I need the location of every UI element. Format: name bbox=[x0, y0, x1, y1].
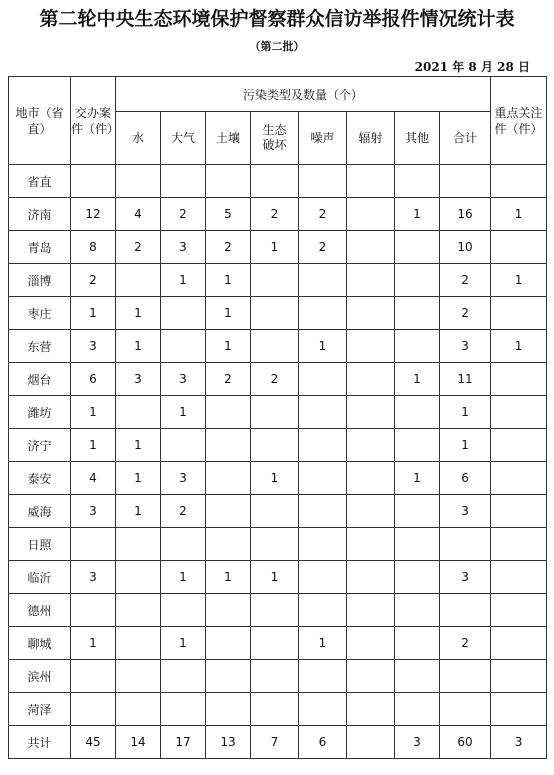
cell-region: 滨州 bbox=[9, 660, 71, 693]
header-soil: 土壤 bbox=[206, 112, 251, 165]
statistics-table bbox=[8, 76, 547, 759]
cell-cases: 3 bbox=[71, 495, 116, 528]
cell-soil: 1 bbox=[206, 264, 251, 297]
cell-eco: 7 bbox=[251, 726, 299, 759]
cell-radiation bbox=[347, 297, 395, 330]
cell-focus bbox=[491, 561, 547, 594]
cell-air: 17 bbox=[161, 726, 206, 759]
cell-water bbox=[116, 165, 161, 198]
cell-water: 1 bbox=[116, 429, 161, 462]
cell-total: 3 bbox=[440, 495, 491, 528]
cell-other bbox=[395, 561, 440, 594]
cell-focus bbox=[491, 627, 547, 660]
cell-radiation bbox=[347, 561, 395, 594]
cell-air bbox=[161, 528, 206, 561]
cell-other: 1 bbox=[395, 198, 440, 231]
table-row bbox=[9, 264, 547, 297]
header-other: 其他 bbox=[395, 112, 440, 165]
cell-other bbox=[395, 429, 440, 462]
cell-eco bbox=[251, 165, 299, 198]
cell-air: 3 bbox=[161, 462, 206, 495]
cell-water bbox=[116, 264, 161, 297]
document-title: 第二轮中央生态环境保护督察群众信访举报件情况统计表 bbox=[39, 8, 515, 30]
cell-cases: 1 bbox=[71, 627, 116, 660]
cell-region: 枣庄 bbox=[9, 297, 71, 330]
cell-other bbox=[395, 495, 440, 528]
cell-water bbox=[116, 528, 161, 561]
cell-total: 3 bbox=[440, 330, 491, 363]
cell-water: 2 bbox=[116, 231, 161, 264]
table-row bbox=[9, 462, 547, 495]
cell-air: 1 bbox=[161, 627, 206, 660]
cell-water: 1 bbox=[116, 330, 161, 363]
cell-focus bbox=[491, 297, 547, 330]
cell-total bbox=[440, 165, 491, 198]
cell-other bbox=[395, 693, 440, 726]
cell-other: 1 bbox=[395, 462, 440, 495]
cell-cases: 2 bbox=[71, 264, 116, 297]
cell-focus: 1 bbox=[491, 330, 547, 363]
cell-region: 省直 bbox=[9, 165, 71, 198]
cell-radiation bbox=[347, 198, 395, 231]
cell-air: 3 bbox=[161, 363, 206, 396]
cell-other bbox=[395, 297, 440, 330]
cell-focus: 1 bbox=[491, 264, 547, 297]
table-row bbox=[9, 198, 547, 231]
cell-air: 1 bbox=[161, 264, 206, 297]
cell-eco bbox=[251, 693, 299, 726]
cell-region: 济南 bbox=[9, 198, 71, 231]
table-row bbox=[9, 297, 547, 330]
cell-total: 1 bbox=[440, 396, 491, 429]
cell-total: 60 bbox=[440, 726, 491, 759]
cell-other bbox=[395, 528, 440, 561]
cell-focus bbox=[491, 528, 547, 561]
cell-radiation bbox=[347, 264, 395, 297]
cell-region: 东营 bbox=[9, 330, 71, 363]
cell-air bbox=[161, 165, 206, 198]
cell-focus bbox=[491, 429, 547, 462]
cell-radiation bbox=[347, 462, 395, 495]
cell-radiation bbox=[347, 627, 395, 660]
cell-cases: 1 bbox=[71, 429, 116, 462]
header-water: 水 bbox=[116, 112, 161, 165]
cell-cases bbox=[71, 693, 116, 726]
cell-focus: 1 bbox=[491, 198, 547, 231]
cell-cases bbox=[71, 594, 116, 627]
cell-noise bbox=[299, 165, 347, 198]
cell-total bbox=[440, 693, 491, 726]
header-noise: 噪声 bbox=[299, 112, 347, 165]
cell-region: 日照 bbox=[9, 528, 71, 561]
cell-radiation bbox=[347, 429, 395, 462]
cell-air bbox=[161, 693, 206, 726]
cell-focus bbox=[491, 693, 547, 726]
cell-cases: 1 bbox=[71, 396, 116, 429]
cell-eco bbox=[251, 627, 299, 660]
cell-other bbox=[395, 627, 440, 660]
cell-soil bbox=[206, 165, 251, 198]
cell-radiation bbox=[347, 528, 395, 561]
table-row bbox=[9, 726, 547, 759]
table-row bbox=[9, 231, 547, 264]
cell-water bbox=[116, 627, 161, 660]
report-date: 2021 年 8 月 28 日 bbox=[414, 60, 530, 74]
cell-noise bbox=[299, 363, 347, 396]
cell-radiation bbox=[347, 165, 395, 198]
cell-total: 16 bbox=[440, 198, 491, 231]
cell-region: 菏泽 bbox=[9, 693, 71, 726]
table-row bbox=[9, 429, 547, 462]
cell-soil bbox=[206, 594, 251, 627]
cell-radiation bbox=[347, 726, 395, 759]
cell-water: 1 bbox=[116, 462, 161, 495]
header-radiation: 辐射 bbox=[347, 112, 395, 165]
cell-air: 1 bbox=[161, 396, 206, 429]
cell-soil bbox=[206, 495, 251, 528]
cell-soil: 2 bbox=[206, 363, 251, 396]
cell-air bbox=[161, 330, 206, 363]
cell-total: 6 bbox=[440, 462, 491, 495]
cell-soil bbox=[206, 429, 251, 462]
cell-soil bbox=[206, 396, 251, 429]
table-body bbox=[9, 165, 547, 759]
cell-region: 德州 bbox=[9, 594, 71, 627]
cell-air: 1 bbox=[161, 561, 206, 594]
cell-eco bbox=[251, 264, 299, 297]
cell-air bbox=[161, 429, 206, 462]
header-focus: 重点关注件（件） bbox=[491, 77, 547, 165]
cell-region: 聊城 bbox=[9, 627, 71, 660]
cell-focus bbox=[491, 462, 547, 495]
header-cases: 交办案件（件） bbox=[71, 77, 116, 165]
cell-soil bbox=[206, 627, 251, 660]
cell-soil bbox=[206, 462, 251, 495]
cell-soil bbox=[206, 693, 251, 726]
cell-eco: 1 bbox=[251, 462, 299, 495]
cell-region: 临沂 bbox=[9, 561, 71, 594]
cell-eco bbox=[251, 396, 299, 429]
cell-region: 济宁 bbox=[9, 429, 71, 462]
cell-soil bbox=[206, 660, 251, 693]
cell-cases bbox=[71, 528, 116, 561]
cell-noise: 1 bbox=[299, 627, 347, 660]
cell-region: 威海 bbox=[9, 495, 71, 528]
cell-eco: 2 bbox=[251, 198, 299, 231]
table-row bbox=[9, 330, 547, 363]
cell-eco bbox=[251, 660, 299, 693]
cell-noise bbox=[299, 660, 347, 693]
cell-eco bbox=[251, 297, 299, 330]
cell-soil bbox=[206, 528, 251, 561]
cell-radiation bbox=[347, 594, 395, 627]
table-row bbox=[9, 561, 547, 594]
cell-cases: 4 bbox=[71, 462, 116, 495]
cell-eco bbox=[251, 528, 299, 561]
cell-air: 2 bbox=[161, 495, 206, 528]
cell-noise bbox=[299, 693, 347, 726]
cell-eco bbox=[251, 594, 299, 627]
cell-focus bbox=[491, 660, 547, 693]
cell-noise bbox=[299, 495, 347, 528]
cell-soil: 13 bbox=[206, 726, 251, 759]
cell-focus bbox=[491, 165, 547, 198]
cell-radiation bbox=[347, 396, 395, 429]
cell-radiation bbox=[347, 495, 395, 528]
cell-focus bbox=[491, 396, 547, 429]
cell-radiation bbox=[347, 660, 395, 693]
cell-other bbox=[395, 396, 440, 429]
cell-cases: 3 bbox=[71, 330, 116, 363]
cell-noise bbox=[299, 396, 347, 429]
cell-air: 3 bbox=[161, 231, 206, 264]
cell-total: 11 bbox=[440, 363, 491, 396]
cell-water bbox=[116, 660, 161, 693]
cell-cases: 6 bbox=[71, 363, 116, 396]
cell-cases: 1 bbox=[71, 297, 116, 330]
cell-noise bbox=[299, 462, 347, 495]
cell-eco: 1 bbox=[251, 231, 299, 264]
cell-total: 3 bbox=[440, 561, 491, 594]
cell-radiation bbox=[347, 231, 395, 264]
table-row bbox=[9, 396, 547, 429]
header-air: 大气 bbox=[161, 112, 206, 165]
table-row bbox=[9, 495, 547, 528]
cell-region: 共计 bbox=[9, 726, 71, 759]
cell-noise: 2 bbox=[299, 231, 347, 264]
header-region: 地市（省直） bbox=[9, 77, 71, 165]
cell-noise bbox=[299, 297, 347, 330]
table-row bbox=[9, 363, 547, 396]
cell-air bbox=[161, 660, 206, 693]
table-row bbox=[9, 594, 547, 627]
cell-region: 淄博 bbox=[9, 264, 71, 297]
cell-radiation bbox=[347, 363, 395, 396]
cell-other bbox=[395, 264, 440, 297]
cell-water: 1 bbox=[116, 297, 161, 330]
cell-soil: 1 bbox=[206, 330, 251, 363]
cell-total: 2 bbox=[440, 264, 491, 297]
cell-soil: 5 bbox=[206, 198, 251, 231]
cell-radiation bbox=[347, 693, 395, 726]
batch-subtitle: （第二批） bbox=[249, 40, 305, 53]
cell-cases: 8 bbox=[71, 231, 116, 264]
table-row bbox=[9, 660, 547, 693]
cell-noise: 6 bbox=[299, 726, 347, 759]
header-total: 合计 bbox=[440, 112, 491, 165]
cell-air bbox=[161, 594, 206, 627]
cell-noise bbox=[299, 264, 347, 297]
cell-noise bbox=[299, 561, 347, 594]
cell-noise bbox=[299, 594, 347, 627]
cell-total bbox=[440, 660, 491, 693]
cell-region: 青岛 bbox=[9, 231, 71, 264]
cell-cases: 45 bbox=[71, 726, 116, 759]
header-eco: 生态破坏 bbox=[251, 112, 299, 165]
cell-other bbox=[395, 594, 440, 627]
cell-cases bbox=[71, 165, 116, 198]
cell-eco bbox=[251, 495, 299, 528]
table-row bbox=[9, 627, 547, 660]
cell-water bbox=[116, 396, 161, 429]
cell-eco bbox=[251, 330, 299, 363]
cell-eco: 2 bbox=[251, 363, 299, 396]
cell-other bbox=[395, 330, 440, 363]
cell-radiation bbox=[347, 330, 395, 363]
cell-eco bbox=[251, 429, 299, 462]
table-row bbox=[9, 693, 547, 726]
cell-cases: 3 bbox=[71, 561, 116, 594]
header-pollution-group: 污染类型及数量（个） bbox=[116, 77, 491, 112]
cell-region: 泰安 bbox=[9, 462, 71, 495]
cell-cases bbox=[71, 660, 116, 693]
cell-water: 3 bbox=[116, 363, 161, 396]
cell-noise: 2 bbox=[299, 198, 347, 231]
table-row bbox=[9, 165, 547, 198]
cell-water bbox=[116, 693, 161, 726]
cell-other bbox=[395, 231, 440, 264]
cell-air: 2 bbox=[161, 198, 206, 231]
cell-total: 2 bbox=[440, 297, 491, 330]
cell-total bbox=[440, 528, 491, 561]
cell-other bbox=[395, 165, 440, 198]
cell-eco: 1 bbox=[251, 561, 299, 594]
cell-focus bbox=[491, 495, 547, 528]
cell-focus bbox=[491, 231, 547, 264]
cell-air bbox=[161, 297, 206, 330]
cell-total bbox=[440, 594, 491, 627]
table-row bbox=[9, 528, 547, 561]
cell-other: 1 bbox=[395, 363, 440, 396]
cell-total: 10 bbox=[440, 231, 491, 264]
cell-focus: 3 bbox=[491, 726, 547, 759]
cell-total: 2 bbox=[440, 627, 491, 660]
cell-other bbox=[395, 660, 440, 693]
cell-water bbox=[116, 561, 161, 594]
cell-water: 4 bbox=[116, 198, 161, 231]
cell-water bbox=[116, 594, 161, 627]
cell-other: 3 bbox=[395, 726, 440, 759]
cell-focus bbox=[491, 594, 547, 627]
cell-focus bbox=[491, 363, 547, 396]
cell-noise bbox=[299, 429, 347, 462]
cell-region: 烟台 bbox=[9, 363, 71, 396]
cell-soil: 2 bbox=[206, 231, 251, 264]
cell-soil: 1 bbox=[206, 297, 251, 330]
cell-water: 1 bbox=[116, 495, 161, 528]
cell-water: 14 bbox=[116, 726, 161, 759]
cell-soil: 1 bbox=[206, 561, 251, 594]
cell-region: 潍坊 bbox=[9, 396, 71, 429]
cell-noise: 1 bbox=[299, 330, 347, 363]
cell-total: 1 bbox=[440, 429, 491, 462]
cell-noise bbox=[299, 528, 347, 561]
cell-cases: 12 bbox=[71, 198, 116, 231]
